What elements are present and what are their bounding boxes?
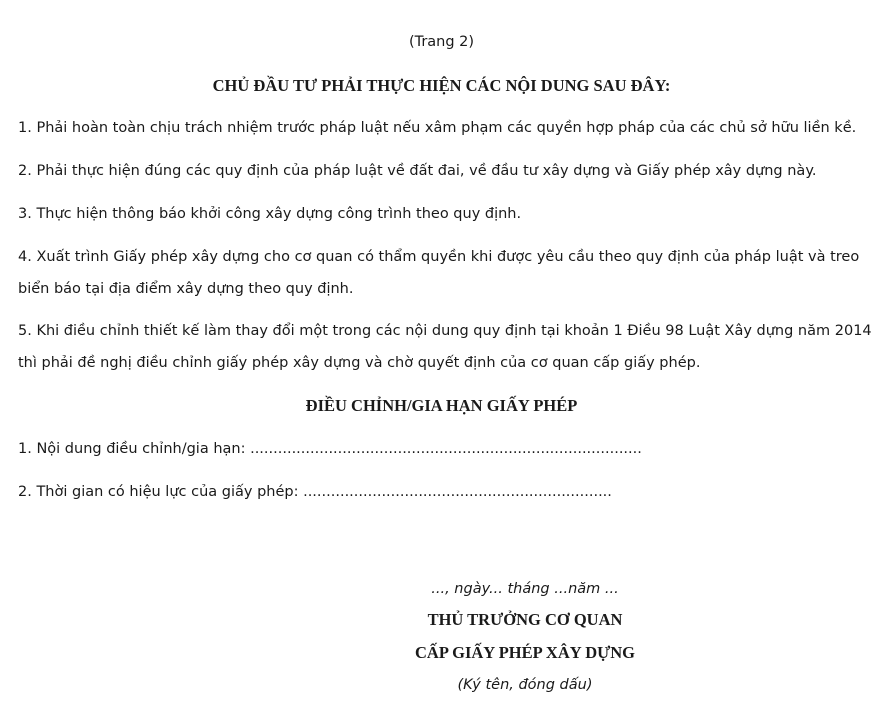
signature-date-line: ..., ngày... tháng ...năm ... — [431, 581, 619, 597]
signature-authority-line-1: THỦ TRƯỞNG CƠ QUAN — [427, 610, 623, 629]
obligation-item-3: 3. Thực hiện thông báo khởi công xây dựng công trình theo quy định. — [18, 206, 522, 222]
obligation-item-1: 1. Phải hoàn toàn chịu trách nhiệm trước pháp luật nếu xâm phạm các quyền hợp pháp của các chủ sở hữu liền kề. — [18, 120, 857, 136]
page-label: (Trang 2) — [408, 34, 475, 50]
obligation-item-5-line-2: thì phải đề nghị điều chỉnh giấy phép xây dựng và chờ quyết định của cơ quan cấp giấy phép. — [18, 355, 701, 371]
adjustment-title: ĐIỀU CHỈNH/GIA HẠN GIẤY PHÉP — [305, 396, 578, 415]
signature-note: (Ký tên, đóng dấu) — [457, 677, 593, 693]
obligations-title: CHỦ ĐẦU TƯ PHẢI THỰC HIỆN CÁC NỘI DUNG SAU ĐÂY: — [212, 76, 671, 95]
adjustment-item-1: 1. Nội dung điều chỉnh/gia hạn: ..................................................................................... — [18, 441, 642, 457]
obligation-item-4-line-1: 4. Xuất trình Giấy phép xây dựng cho cơ quan có thẩm quyền khi được yêu cầu theo quy định của pháp luật và treo — [18, 249, 860, 265]
obligation-item-4-line-2: biển báo tại địa điểm xây dựng theo quy định. — [18, 281, 354, 297]
signature-authority-line-2: CẤP GIẤY PHÉP XÂY DỰNG — [415, 643, 635, 662]
obligation-item-5-line-1: 5. Khi điều chỉnh thiết kế làm thay đổi một trong các nội dung quy định tại khoản 1 Điều 98 Luật Xây dựng năm 2014 — [18, 323, 872, 339]
adjustment-item-2: 2. Thời gian có hiệu lực của giấy phép: ................................................................... — [18, 484, 612, 500]
obligation-item-2: 2. Phải thực hiện đúng các quy định của pháp luật về đất đai, về đầu tư xây dựng và Giấy phép xây dựng này. — [18, 163, 817, 179]
